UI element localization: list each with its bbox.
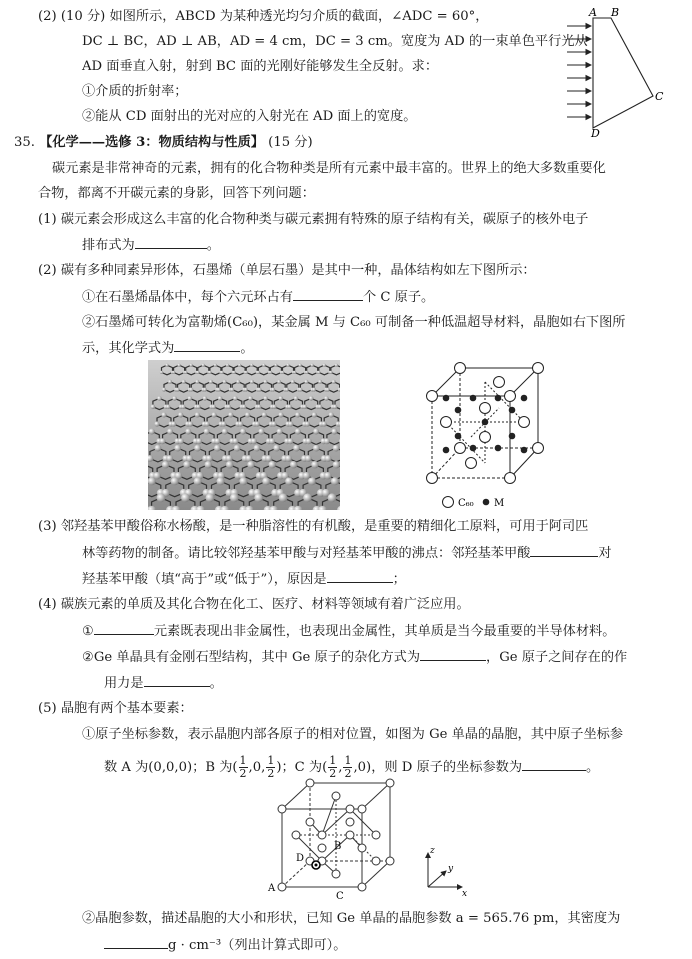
graphene-atom — [226, 455, 233, 462]
graphene-atom — [295, 429, 301, 435]
q35-p1-line-1: (1) 碳元素会形成这么丰富的化合物种类与碳元素拥有特殊的原子结构有关，碳原子的核外电子 — [38, 212, 589, 227]
legend-c60-label: C₆₀ — [458, 498, 474, 509]
graphene-atom — [255, 421, 260, 426]
q35-p4-hybrid-prefix: ②Ge 单晶具有金刚石型结构，其中 Ge 原子的杂化方式为 — [82, 650, 421, 665]
graphene-atom — [206, 455, 213, 462]
graphene-atom — [214, 438, 220, 444]
answer-blank-electron-config[interactable] — [135, 236, 207, 249]
graphene-atom — [172, 371, 175, 374]
graphene-atom — [178, 438, 184, 444]
graphene-atom — [295, 412, 300, 417]
q35-p5-line-4: ②晶胞参数，描述晶胞的大小和形状，已知 Ge 单晶的晶胞参数 a = 565.76 pm，其密度为 — [82, 911, 621, 926]
ge-unit-cell — [262, 775, 402, 905]
graphene-atom — [326, 388, 330, 392]
graphene-atom — [254, 493, 263, 502]
q35-p1-prefix: 排布式为 — [82, 238, 135, 253]
q34-line-5: ②能从 CD 面射出的光对应的入射光在 AD 面上的宽度。 — [82, 109, 417, 124]
answer-blank-formula[interactable] — [174, 339, 240, 352]
graphene-atom — [211, 405, 216, 410]
graphene-atom — [236, 380, 240, 384]
graphene-atom — [308, 477, 316, 485]
q35-p4-line-3 — [82, 648, 627, 667]
graphene-atom — [185, 429, 191, 435]
coord-b-mid: ,0, — [248, 760, 266, 775]
coord-c-sep: , — [338, 760, 343, 775]
graphene-atom — [285, 455, 292, 462]
graphene-atom — [311, 364, 314, 367]
graphene-atom — [329, 412, 334, 417]
graphene-atom — [258, 388, 262, 392]
q35-p4-line-1: (4) 碳族元素的单质及其化合物在化工、医疗、材料等领域有着广泛应用。 — [38, 597, 470, 612]
fullerene-unit-cell — [418, 358, 558, 514]
graphene-atom — [313, 429, 319, 435]
graphene-atom — [212, 412, 217, 417]
graphene-atom — [312, 412, 317, 417]
graphene-atom — [286, 364, 289, 367]
graphene-atom — [302, 405, 307, 410]
graphene-atom — [181, 405, 186, 410]
q35-p5-line-2: ①原子坐标参数，表示晶胞内部各原子的相对位置，如图为 Ge 单晶的晶胞，其中原子坐标参 — [82, 727, 624, 742]
graphene-atom — [166, 405, 171, 410]
graphene-atom — [165, 364, 168, 367]
answer-blank-force[interactable] — [144, 674, 210, 687]
graphene-atom — [262, 477, 270, 485]
graphene-atom — [233, 438, 239, 444]
graphene-atom — [303, 493, 312, 502]
ge-label-c: C — [336, 891, 344, 902]
q35-p2-formula-prefix: 示，其化学式为 — [82, 341, 175, 356]
graphene-atom — [230, 493, 239, 502]
graphene-atom — [157, 396, 162, 401]
graphene-atom — [242, 405, 247, 410]
graphene-atom — [335, 364, 338, 367]
graphene-atom — [329, 371, 332, 374]
graphene-atom — [265, 455, 272, 462]
graphene-atom — [239, 477, 247, 485]
graphene-atom — [160, 438, 166, 444]
graphene-atom — [194, 445, 201, 452]
graphene-atom — [306, 438, 312, 444]
q35-p2-line-3: ②石墨烯可转化为富勒烯(C₆₀)，某金属 M 与 C₆₀ 可制备一种低温超导材料，晶胞如右下图所 — [82, 315, 626, 330]
graphene-atom — [273, 445, 280, 452]
q35-p5-density-suffix: g · cm⁻³（列出计算式即可）。 — [168, 938, 347, 953]
q35-p4-line-2 — [82, 622, 615, 641]
answer-blank-element[interactable] — [94, 622, 154, 635]
graphene-atom — [258, 429, 264, 435]
q34-line-3: AD 面垂直入射，射到 BC 面的光刚好能够发生全反射。求： — [82, 59, 439, 74]
graphene-atom — [166, 455, 173, 462]
graphene-atom — [182, 380, 186, 384]
graphene-atom — [161, 412, 166, 417]
graphene-atom — [214, 445, 221, 452]
fraction-half: $\frac{1}{2}$ — [329, 754, 337, 780]
graphene-atom — [245, 412, 250, 417]
graphene-atom — [285, 477, 293, 485]
q35-p2-line-2 — [82, 288, 434, 307]
graphene-atom — [245, 371, 248, 374]
prism-label-a: A — [589, 6, 597, 19]
graphene-atom — [217, 388, 221, 392]
graphene-atom — [331, 429, 337, 435]
graphene-atom — [196, 438, 202, 444]
graphene-atom — [203, 388, 207, 392]
graphene-atom — [317, 371, 320, 374]
graphene-atom — [234, 445, 241, 452]
graphene-atom — [251, 438, 257, 444]
graphene-atom — [195, 380, 199, 384]
graphene-atom — [271, 421, 276, 426]
graphene-atom — [271, 388, 275, 392]
graphene-atom — [217, 477, 225, 485]
graphene-atom — [171, 421, 176, 426]
graphene-atom — [299, 364, 302, 367]
graphene-atom — [277, 380, 281, 384]
graphene-atom — [325, 455, 332, 462]
graphene-atom — [285, 388, 289, 392]
q35-p4-hybrid-suffix: ，Ge 原子之间存在的作 — [486, 650, 628, 665]
answer-blank-density[interactable] — [104, 936, 168, 949]
q35-p3-line-1: (3) 邻羟基苯甲酸俗称水杨酸，是一种脂溶性的有机酸，是重要的精细化工原料，可用于阿司匹 — [38, 519, 589, 534]
graphene-atom — [287, 438, 293, 444]
graphene-atom — [238, 421, 243, 426]
graphene-atom — [279, 493, 288, 502]
axis-z-label: z — [430, 846, 435, 856]
q35-header — [14, 134, 313, 152]
graphene-atom — [220, 371, 223, 374]
graphene-atom — [287, 405, 292, 410]
graphene-atom — [167, 429, 173, 435]
graphene-atom — [278, 412, 283, 417]
graphene-atom — [230, 388, 234, 392]
graphene-atom — [162, 388, 166, 392]
ge-label-a: A — [268, 883, 276, 894]
graphene-atom — [313, 445, 320, 452]
graphene-atom — [240, 429, 246, 435]
graphene-atom — [333, 461, 340, 468]
q35-p2-prefix: ①在石墨烯晶体中，每个六元环占有 — [82, 290, 293, 305]
graphene-atom — [333, 445, 340, 452]
graphene-atom — [262, 364, 265, 367]
graphene-image — [148, 360, 340, 510]
graphene-atom — [318, 405, 323, 410]
graphene-atom — [304, 380, 308, 384]
graphene-atom — [269, 461, 276, 468]
graphene-atom — [288, 421, 293, 426]
graphene-atom — [202, 364, 205, 367]
answer-blank-c-per-ring[interactable] — [293, 288, 363, 301]
coord-d-end: 。 — [586, 760, 600, 775]
graphene-atom — [272, 405, 277, 410]
graphene-atom — [148, 477, 156, 485]
q35-p5-line-5 — [104, 936, 346, 955]
graphene-atom — [324, 472, 331, 479]
fraction-half: $\frac{1}{2}$ — [267, 754, 275, 780]
graphene-atom — [188, 421, 193, 426]
graphene-atom — [172, 396, 177, 401]
q35-p3-reason-prefix: 羟基苯甲酸（填“高于”或“低于”），原因是 — [82, 572, 327, 587]
axis-x-label: x — [462, 889, 468, 897]
graphene-atom — [176, 388, 180, 392]
graphene-atom — [228, 412, 233, 417]
graphene-atom — [322, 421, 327, 426]
graphene-atom — [174, 445, 181, 452]
graphene-atom — [323, 364, 326, 367]
prism-figure — [563, 4, 673, 138]
graphene-atom — [208, 371, 211, 374]
graphene-atom — [214, 364, 217, 367]
graphene-atom — [151, 405, 156, 410]
graphene-atom — [227, 405, 232, 410]
graphene-atom — [263, 396, 268, 401]
graphene-atom — [233, 396, 238, 401]
answer-blank-d-coordinate[interactable] — [522, 758, 586, 771]
answer-blank-hybridization[interactable] — [420, 648, 486, 661]
q35-p2-suffix: 个 C 原子。 — [363, 290, 435, 305]
graphene-atom — [293, 445, 300, 452]
graphene-atom — [226, 364, 229, 367]
graphene-atom — [244, 388, 248, 392]
coord-c-prefix: )；C 为( — [276, 760, 328, 775]
graphene-atom — [155, 445, 162, 452]
q34-line-4: ①介质的折射率； — [82, 84, 188, 99]
graphene-atom — [196, 405, 201, 410]
ge-label-d: D — [296, 853, 305, 864]
graphene-atom — [324, 396, 329, 401]
graphene-atom — [222, 429, 228, 435]
graphene-atom — [250, 380, 254, 384]
graphene-atom — [279, 396, 284, 401]
graphene-atom — [277, 429, 283, 435]
graphene-atom — [226, 461, 233, 468]
legend-m-label: M — [494, 498, 505, 509]
graphene-atom — [312, 388, 316, 392]
q35-p2-line-1: (2) 碳有多种同素异形体，石墨烯（单层石墨）是其中一种，晶体结构如左下图所示： — [38, 263, 536, 278]
q35-p3-reason-end: ； — [392, 572, 406, 587]
graphene-atom — [305, 421, 310, 426]
q35-p4-force-prefix: 用力是 — [104, 676, 144, 691]
graphene-atom — [303, 472, 310, 479]
graphene-atom — [189, 388, 193, 392]
graphene-atom — [290, 461, 297, 468]
graphene-atom — [311, 461, 318, 468]
graphene-atom — [324, 438, 330, 444]
graphene-atom — [254, 445, 261, 452]
graphene-atom — [318, 380, 322, 384]
answer-blank-boiling-point[interactable] — [530, 544, 598, 557]
graphene-atom — [305, 455, 312, 462]
q34-line-1: (2) (10 分) 如图所示，ABCD 为某种透光均匀介质的截面，∠ADC = 60°， — [38, 9, 489, 24]
graphene-atom — [247, 461, 254, 468]
q35-p2-formula-end: 。 — [240, 341, 254, 356]
q35-points: (15 分) — [268, 135, 313, 150]
graphene-atom — [204, 429, 210, 435]
graphene-atom — [233, 371, 236, 374]
graphene-atom — [205, 421, 210, 426]
graphene-atom — [269, 438, 275, 444]
graphene-atom — [178, 412, 183, 417]
q35-p4-element-suffix: 元素既表现出非金属性，也表现出金属性，其单质是当今最重要的半导体材料。 — [153, 624, 616, 639]
q35-number: 35. — [14, 135, 35, 150]
fraction-half: $\frac{1}{2}$ — [239, 754, 247, 780]
q35-p3-compare: 林等药物的制备。请比较邻羟基苯甲酸与对羟基苯甲酸的沸点：邻羟基苯甲酸 — [82, 546, 531, 561]
graphene-atom — [153, 472, 160, 479]
graphene-atom — [186, 455, 193, 462]
graphene-atom — [298, 388, 302, 392]
q35-title: 【化学——选修 3：物质结构与性质】 — [39, 135, 264, 150]
prism-label-b: B — [611, 6, 620, 19]
ge-label-b: B — [334, 841, 342, 852]
graphene-atom — [333, 405, 338, 410]
prism-label-c: C — [655, 90, 664, 103]
graphene-atom — [248, 396, 253, 401]
q35-p4-mark: ① — [82, 624, 94, 639]
q35-p4-force-end: 。 — [209, 676, 223, 691]
q35-p3-line-2 — [82, 544, 612, 563]
q35-p4-line-4 — [104, 674, 223, 693]
graphene-atom — [181, 493, 190, 502]
graphene-atom — [196, 371, 199, 374]
fraction-half: $\frac{1}{2}$ — [344, 754, 352, 780]
graphene-atom — [246, 455, 253, 462]
graphene-atom — [188, 396, 193, 401]
graphene-atom — [332, 380, 336, 384]
q35-intro-1: 碳元素是非常神奇的元素，拥有的化合物种类是所有元素中最丰富的。世界上的绝大多数重要化 — [52, 161, 606, 176]
graphene-atom — [190, 364, 193, 367]
q34-line-2: DC ⊥ BC，AD ⊥ AB，AD = 4 cm，DC = 3 cm。宽度为 AD 的一束单色平行光从 — [82, 34, 588, 49]
graphene-atom — [281, 371, 284, 374]
graphene-atom — [178, 364, 181, 367]
graphene-atom — [221, 421, 226, 426]
q35-p5-line-1: (5) 晶胞有两个基本要素： — [38, 701, 193, 716]
graphene-atom — [206, 493, 215, 502]
graphene-atom — [257, 371, 260, 374]
graphene-atom — [205, 461, 212, 468]
graphene-atom — [168, 380, 172, 384]
graphene-atom — [209, 380, 213, 384]
graphene-atom — [184, 371, 187, 374]
graphene-atom — [183, 461, 190, 468]
graphene-atom — [171, 477, 179, 485]
graphene-atom — [160, 371, 163, 374]
graphene-atom — [264, 380, 268, 384]
graphene-atom — [257, 405, 262, 410]
q35-p1-line-2 — [82, 236, 220, 255]
graphene-atom — [274, 364, 277, 367]
graphene-atom — [262, 412, 267, 417]
xyz-axes — [418, 843, 478, 897]
coord-a-b-prefix: 数 A 为(0,0,0)；B 为( — [104, 760, 238, 775]
graphene-atom — [223, 380, 227, 384]
graphene-atom — [195, 412, 200, 417]
graphene-atom — [294, 396, 299, 401]
graphene-atom — [309, 396, 314, 401]
q35-p3-compare-end: 对 — [598, 546, 612, 561]
graphene-atom — [203, 396, 208, 401]
answer-blank-reason[interactable] — [327, 570, 393, 583]
graphene-atom — [154, 421, 159, 426]
coord-d-prefix: ,0)，则 D 原子的坐标参数为 — [353, 760, 523, 775]
graphene-atom — [305, 371, 308, 374]
graphene-atom — [328, 493, 337, 502]
graphene-atom — [331, 477, 339, 485]
legend-c60-icon — [443, 497, 454, 508]
graphene-atom — [293, 371, 296, 374]
q35-intro-2: 合物，都离不开碳元素的身影，回答下列问题： — [38, 186, 315, 201]
graphene-atom — [250, 364, 253, 367]
graphene-atom — [291, 380, 295, 384]
q35-p2-line-4 — [82, 339, 254, 358]
graphene-atom — [269, 371, 272, 374]
q35-p3-line-3 — [82, 570, 406, 589]
graphene-atom — [218, 396, 223, 401]
graphene-atom — [162, 461, 169, 468]
legend-m-icon — [483, 499, 490, 506]
graphene-atom — [238, 364, 241, 367]
graphene-atom — [149, 429, 155, 435]
graphene-atom — [194, 477, 202, 485]
prism-label-d: D — [591, 127, 600, 138]
q35-p1-end: 。 — [206, 238, 220, 253]
axis-y-label: y — [448, 864, 454, 874]
graphene-atom — [157, 493, 166, 502]
